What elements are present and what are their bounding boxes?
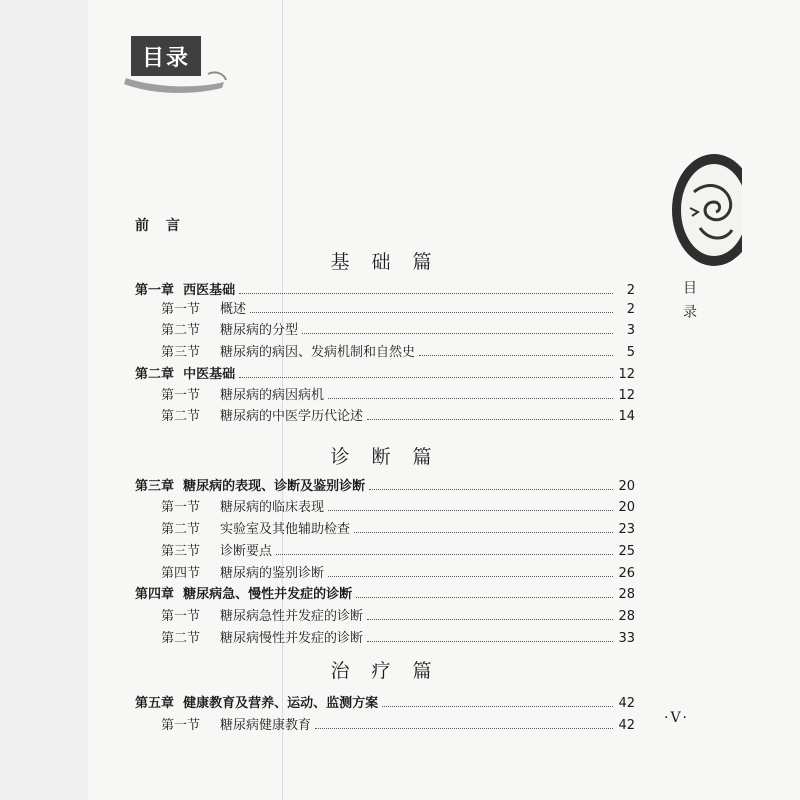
toc-section-row[interactable]: 第一节 糖尿病的病因病机 12 — [161, 388, 635, 403]
toc-section-row[interactable]: 第三节 诊断要点 25 — [161, 544, 635, 559]
toc-section-row[interactable]: 第一节 糖尿病健康教育 42 — [161, 718, 635, 733]
toc-chapter-row[interactable]: 第四章 糖尿病急、慢性并发症的诊断 28 — [135, 587, 635, 602]
part-heading-basics: 基 础 篇 — [330, 251, 440, 273]
toc-section-row[interactable]: 第一节 糖尿病的临床表现 20 — [161, 500, 635, 515]
toc-section-row[interactable]: 第二节 糖尿病的分型 3 — [161, 323, 635, 338]
toc-section-row[interactable]: 第一节 糖尿病急性并发症的诊断 28 — [161, 609, 635, 624]
toc-section-row[interactable]: 第二节 糖尿病慢性并发症的诊断 33 — [161, 631, 635, 646]
toc-chapter-row[interactable]: 第三章 糖尿病的表现、诊断及鉴别诊断 20 — [135, 479, 635, 494]
toc-section-row[interactable]: 第二节 糖尿病的中医学历代论述 14 — [161, 409, 635, 424]
part-heading-diagnosis: 诊 断 篇 — [330, 446, 440, 468]
toc-section-row[interactable]: 第四节 糖尿病的鉴别诊断 26 — [161, 566, 635, 581]
part-heading-treatment: 治 疗 篇 — [330, 660, 440, 682]
toc-chapter-row[interactable]: 第一章 西医基础 2 — [135, 283, 635, 298]
toc-section-row[interactable]: 第二节 实验室及其他辅助检查 23 — [161, 522, 635, 537]
toc-section-row[interactable]: 第三节 糖尿病的病因、发病机制和自然史 5 — [161, 345, 635, 360]
page-folio: ·V· — [664, 710, 690, 726]
preface-entry[interactable]: 前 言 — [135, 218, 186, 234]
toc-chapter-row[interactable]: 第二章 中医基础 12 — [135, 367, 635, 382]
dragon-medallion-icon — [660, 152, 742, 270]
side-vertical-label: 目录 — [681, 280, 697, 328]
toc-section-row[interactable]: 第一节 概述 2 — [161, 302, 635, 317]
toc-chapter-row[interactable]: 第五章 健康教育及营养、运动、监测方案 42 — [135, 696, 635, 711]
page-title: 目录 — [131, 36, 201, 76]
